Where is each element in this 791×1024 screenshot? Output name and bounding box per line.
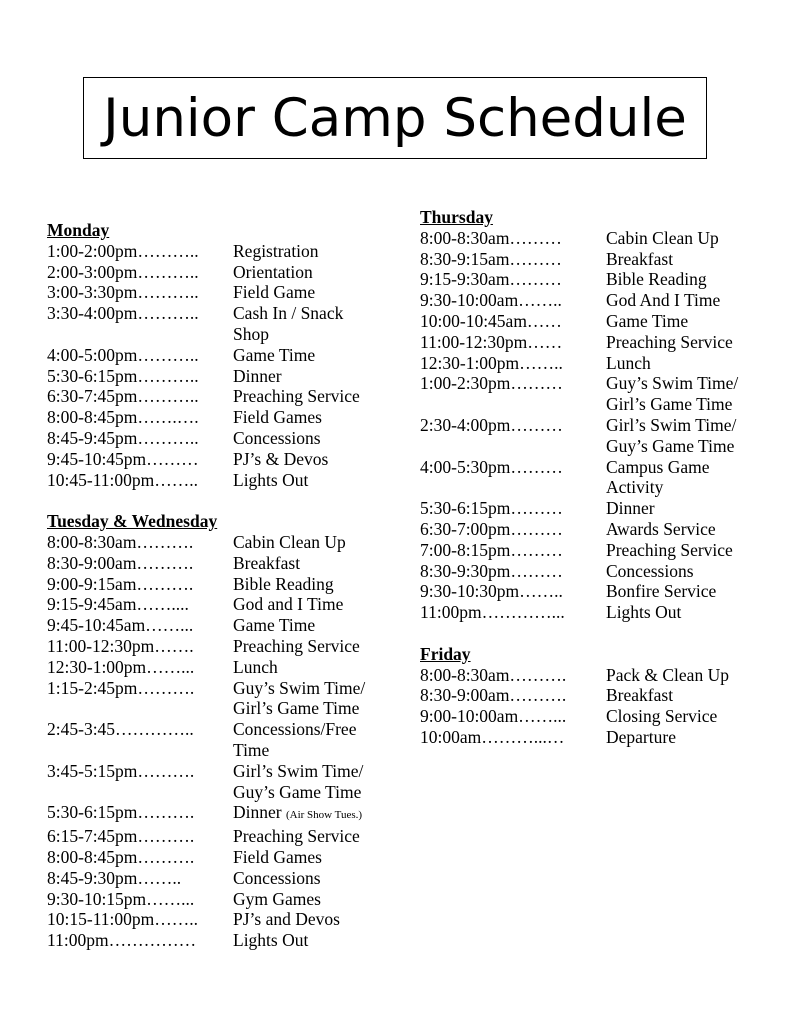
schedule-event-line: Shop bbox=[233, 323, 269, 344]
schedule-event bbox=[606, 581, 716, 602]
schedule-event bbox=[233, 282, 315, 303]
schedule-event bbox=[606, 685, 673, 706]
schedule-row bbox=[47, 303, 365, 345]
schedule-event bbox=[606, 727, 676, 748]
schedule-row bbox=[420, 706, 738, 727]
schedule-event bbox=[233, 657, 278, 678]
section-heading-friday: Friday bbox=[420, 643, 471, 664]
schedule-row bbox=[47, 761, 365, 803]
schedule-row bbox=[47, 386, 365, 407]
schedule-event bbox=[233, 594, 343, 615]
schedule-event bbox=[233, 345, 315, 366]
schedule-event bbox=[233, 241, 319, 262]
schedule-time: 8:00-8:30am………. bbox=[420, 664, 567, 685]
schedule-event bbox=[233, 930, 308, 951]
schedule-row bbox=[47, 241, 365, 262]
schedule-event-line: Girl’s Game Time bbox=[233, 698, 360, 719]
schedule-row bbox=[420, 685, 738, 706]
schedule-event-line: Concessions/Free bbox=[233, 719, 357, 740]
left-column bbox=[47, 220, 365, 951]
schedule-row bbox=[47, 678, 365, 720]
schedule-event bbox=[606, 602, 681, 623]
schedule-event-line: Preaching Service bbox=[606, 331, 733, 352]
schedule-time: 9:00-9:15am………. bbox=[47, 573, 194, 594]
schedule-row bbox=[47, 366, 365, 387]
schedule-row bbox=[47, 407, 365, 428]
schedule-row bbox=[47, 282, 365, 303]
schedule-time: 8:45-9:45pm……….. bbox=[47, 427, 199, 448]
schedule-row bbox=[420, 540, 738, 561]
schedule-event-line: Campus Game bbox=[606, 456, 710, 477]
schedule-time: 5:30-6:15pm……….. bbox=[47, 365, 199, 386]
schedule-event-line: Bible Reading bbox=[233, 573, 334, 594]
schedule-event-line: Preaching Service bbox=[233, 635, 360, 656]
schedule-event-line bbox=[233, 802, 362, 826]
schedule-row bbox=[420, 581, 738, 602]
schedule-event bbox=[233, 449, 328, 470]
schedule-time: 8:30-9:00am………. bbox=[420, 685, 567, 706]
schedule-time: 9:45-10:45am……... bbox=[47, 615, 194, 636]
schedule-row bbox=[47, 657, 365, 678]
schedule-event bbox=[233, 826, 360, 847]
schedule-friday bbox=[420, 665, 738, 748]
schedule-tuesday-wednesday bbox=[47, 532, 365, 951]
schedule-row bbox=[420, 353, 738, 374]
schedule-time: 8:45-9:30pm…….. bbox=[47, 867, 182, 888]
section-heading-thursday: Thursday bbox=[420, 207, 493, 227]
schedule-event-line: Guy’s Swim Time/ bbox=[233, 677, 366, 698]
schedule-time: 8:00-8:30am………. bbox=[47, 531, 194, 552]
schedule-row bbox=[47, 889, 365, 910]
schedule-time: 6:15-7:45pm………. bbox=[47, 826, 195, 847]
schedule-event bbox=[233, 678, 365, 720]
schedule-event-line: Dinner bbox=[606, 498, 655, 519]
schedule-event-line: Field Games bbox=[233, 846, 322, 867]
schedule-event bbox=[606, 665, 729, 686]
schedule-row bbox=[420, 498, 738, 519]
schedule-event-line: Closing Service bbox=[606, 706, 718, 727]
schedule-event bbox=[233, 553, 300, 574]
schedule-time: 1:00-2:00pm……….. bbox=[47, 240, 199, 261]
schedule-event bbox=[233, 636, 360, 657]
schedule-event bbox=[233, 909, 340, 930]
schedule-time: 9:30-10:30pm…….. bbox=[420, 581, 563, 602]
schedule-event bbox=[233, 574, 334, 595]
schedule-time: 9:30-10:00am…….. bbox=[420, 290, 562, 311]
schedule-time: 11:00-12:30pm……. bbox=[47, 635, 194, 656]
page-title: Junior Camp Schedule bbox=[103, 87, 687, 149]
schedule-event-line: Breakfast bbox=[606, 248, 674, 269]
schedule-row bbox=[420, 373, 738, 415]
schedule-row bbox=[47, 615, 365, 636]
schedule-event bbox=[606, 311, 688, 332]
schedule-time: 2:45-3:45………….. bbox=[47, 719, 194, 740]
schedule-time: 8:30-9:00am………. bbox=[47, 552, 194, 573]
schedule-time: 3:00-3:30pm……….. bbox=[47, 282, 199, 303]
schedule-time: 10:45-11:00pm…….. bbox=[47, 469, 199, 490]
schedule-time: 5:30-6:15pm……… bbox=[420, 498, 563, 519]
schedule-event-line: Awards Service bbox=[606, 518, 716, 539]
schedule-row bbox=[47, 868, 365, 889]
schedule-time: 3:45-5:15pm………. bbox=[47, 760, 195, 781]
schedule-event bbox=[606, 373, 738, 415]
schedule-event-line: Lunch bbox=[606, 352, 651, 373]
schedule-time: 1:15-2:45pm………. bbox=[47, 677, 195, 698]
section-heading-monday: Monday bbox=[47, 220, 110, 240]
schedule-row bbox=[47, 909, 365, 930]
schedule-event bbox=[606, 415, 736, 457]
schedule-event-line: Game Time bbox=[233, 615, 316, 636]
schedule-row bbox=[47, 262, 365, 283]
schedule-event bbox=[233, 303, 343, 345]
schedule-time: 11:00pm…………… bbox=[47, 930, 197, 951]
title-box bbox=[83, 77, 707, 159]
schedule-event-line: Pack & Clean Up bbox=[606, 664, 729, 685]
schedule-event-line: Bonfire Service bbox=[606, 581, 717, 602]
schedule-time: 4:00-5:30pm……… bbox=[420, 456, 563, 477]
schedule-event-line: Dinner bbox=[233, 365, 282, 386]
schedule-event bbox=[606, 249, 673, 270]
schedule-event-line: Cabin Clean Up bbox=[606, 227, 719, 248]
schedule-event bbox=[233, 615, 315, 636]
schedule-event-line: Girl’s Swim Time/ bbox=[606, 414, 737, 435]
schedule-event-line: Preaching Service bbox=[233, 826, 360, 847]
schedule-time: 10:15-11:00pm…….. bbox=[47, 909, 199, 930]
section-heading-tuesday-wednesday: Tuesday & Wednesday bbox=[47, 511, 218, 532]
schedule-row bbox=[47, 449, 365, 470]
schedule-row bbox=[420, 311, 738, 332]
schedule-time: 9:45-10:45pm……… bbox=[47, 448, 199, 469]
schedule-event bbox=[606, 540, 733, 561]
schedule-time: 2:00-3:00pm……….. bbox=[47, 261, 199, 282]
schedule-event-line: God and I Time bbox=[233, 594, 344, 615]
schedule-time: 1:00-2:30pm……… bbox=[420, 373, 563, 394]
schedule-event-line: Lights Out bbox=[233, 469, 309, 490]
schedule-event-line: Guy’s Swim Time/ bbox=[606, 373, 739, 394]
schedule-event-line: God And I Time bbox=[606, 290, 721, 311]
schedule-event-line: Bible Reading bbox=[606, 269, 707, 290]
schedule-event bbox=[233, 868, 321, 889]
schedule-event bbox=[606, 332, 733, 353]
schedule-row bbox=[420, 602, 738, 623]
schedule-row bbox=[420, 665, 738, 686]
schedule-event-line: Guy’s Game Time bbox=[233, 781, 362, 802]
schedule-event-line: Lunch bbox=[233, 656, 278, 677]
schedule-event-line: Field Game bbox=[233, 282, 316, 303]
schedule-event bbox=[233, 428, 321, 449]
schedule-row bbox=[47, 826, 365, 847]
schedule-event-line: Preaching Service bbox=[606, 539, 733, 560]
schedule-row bbox=[420, 457, 738, 499]
schedule-row bbox=[47, 802, 365, 826]
schedule-time: 8:00-8:45pm…….…. bbox=[47, 407, 199, 428]
schedule-row bbox=[47, 428, 365, 449]
schedule-row bbox=[420, 415, 738, 457]
schedule-event-line: Concessions bbox=[233, 867, 321, 888]
schedule-event bbox=[606, 519, 716, 540]
schedule-event bbox=[233, 719, 356, 761]
schedule-time: 8:30-9:30pm……… bbox=[420, 560, 563, 581]
schedule-event-line: Concessions bbox=[606, 560, 694, 581]
schedule-event bbox=[233, 847, 322, 868]
schedule-event-line: Cash In / Snack bbox=[233, 303, 344, 324]
schedule-time: 8:30-9:15am……… bbox=[420, 248, 562, 269]
schedule-event bbox=[233, 532, 346, 553]
schedule-event-line: Game Time bbox=[606, 310, 689, 331]
schedule-row bbox=[47, 574, 365, 595]
schedule-event bbox=[233, 407, 322, 428]
schedule-event-line: Cabin Clean Up bbox=[233, 531, 346, 552]
schedule-event-text: Dinner bbox=[233, 802, 282, 823]
schedule-thursday bbox=[420, 228, 738, 623]
schedule-event-line: Lights Out bbox=[606, 602, 682, 623]
schedule-event-line: Orientation bbox=[233, 261, 313, 282]
schedule-time: 8:00-8:30am……… bbox=[420, 227, 562, 248]
schedule-time: 4:00-5:00pm……….. bbox=[47, 344, 199, 365]
schedule-row bbox=[47, 719, 365, 761]
schedule-event bbox=[233, 262, 313, 283]
schedule-event-line: Breakfast bbox=[606, 685, 674, 706]
schedule-event-line: PJ’s & Devos bbox=[233, 448, 329, 469]
schedule-time: 11:00pm…………... bbox=[420, 602, 565, 623]
schedule-row bbox=[420, 332, 738, 353]
schedule-time: 12:30-1:00pm…….. bbox=[420, 352, 563, 373]
schedule-event bbox=[606, 561, 694, 582]
schedule-time: 9:15-9:45am…….... bbox=[47, 594, 189, 615]
schedule-time: 8:00-8:45pm………. bbox=[47, 846, 195, 867]
schedule-event-line: Time bbox=[233, 739, 270, 760]
schedule-event-line: Registration bbox=[233, 240, 319, 261]
schedule-time: 6:30-7:00pm……… bbox=[420, 518, 563, 539]
schedule-time: 7:00-8:15pm……… bbox=[420, 539, 563, 560]
schedule-event bbox=[606, 457, 710, 499]
schedule-time: 11:00-12:30pm…… bbox=[420, 331, 563, 352]
schedule-event bbox=[606, 498, 655, 519]
schedule-event bbox=[606, 290, 720, 311]
schedule-time: 12:30-1:00pm……... bbox=[47, 656, 195, 677]
schedule-time: 9:15-9:30am……… bbox=[420, 269, 562, 290]
schedule-event-line: Gym Games bbox=[233, 888, 321, 909]
schedule-event-line: Breakfast bbox=[233, 552, 301, 573]
schedule-time: 5:30-6:15pm………. bbox=[47, 802, 195, 823]
schedule-event bbox=[606, 269, 707, 290]
schedule-row bbox=[420, 727, 738, 748]
schedule-row bbox=[420, 519, 738, 540]
schedule-event-line: PJ’s and Devos bbox=[233, 909, 340, 930]
schedule-event-note: (Air Show Tues.) bbox=[285, 809, 363, 822]
right-column bbox=[420, 207, 738, 748]
schedule-row bbox=[47, 594, 365, 615]
schedule-time: 2:30-4:00pm……… bbox=[420, 414, 563, 435]
schedule-time: 3:30-4:00pm……….. bbox=[47, 303, 199, 324]
schedule-event-line: Game Time bbox=[233, 344, 316, 365]
schedule-event bbox=[606, 706, 717, 727]
schedule-row bbox=[47, 553, 365, 574]
schedule-row bbox=[47, 345, 365, 366]
schedule-row bbox=[420, 269, 738, 290]
schedule-time: 6:30-7:45pm……….. bbox=[47, 386, 199, 407]
schedule-event bbox=[606, 228, 719, 249]
schedule-event-line: Departure bbox=[606, 726, 676, 747]
schedule-row bbox=[47, 532, 365, 553]
schedule-event bbox=[606, 353, 651, 374]
schedule-row bbox=[420, 228, 738, 249]
schedule-row bbox=[420, 249, 738, 270]
schedule-event bbox=[233, 366, 282, 387]
schedule-time: 10:00am………...… bbox=[420, 726, 565, 747]
schedule-event-line: Preaching Service bbox=[233, 386, 360, 407]
schedule-event bbox=[233, 470, 308, 491]
schedule-monday bbox=[47, 241, 365, 491]
schedule-row bbox=[47, 930, 365, 951]
schedule-event-line: Activity bbox=[606, 477, 664, 498]
schedule-event-line: Girl’s Game Time bbox=[606, 394, 733, 415]
schedule-row bbox=[47, 636, 365, 657]
schedule-event-line: Field Games bbox=[233, 407, 322, 428]
schedule-time: 10:00-10:45am…… bbox=[420, 310, 562, 331]
schedule-event-line: Concessions bbox=[233, 427, 321, 448]
schedule-row bbox=[47, 847, 365, 868]
schedule-row bbox=[47, 470, 365, 491]
schedule-row bbox=[420, 290, 738, 311]
schedule-event bbox=[233, 386, 360, 407]
schedule-time: 9:30-10:15pm……... bbox=[47, 888, 195, 909]
schedule-event-line: Girl’s Swim Time/ bbox=[233, 760, 364, 781]
schedule-row bbox=[420, 561, 738, 582]
schedule-time: 9:00-10:00am……... bbox=[420, 706, 567, 727]
schedule-event bbox=[233, 889, 321, 910]
schedule-event bbox=[233, 761, 363, 803]
schedule-event-line: Guy’s Game Time bbox=[606, 435, 735, 456]
schedule-event-line: Lights Out bbox=[233, 930, 309, 951]
schedule-event bbox=[233, 802, 362, 826]
